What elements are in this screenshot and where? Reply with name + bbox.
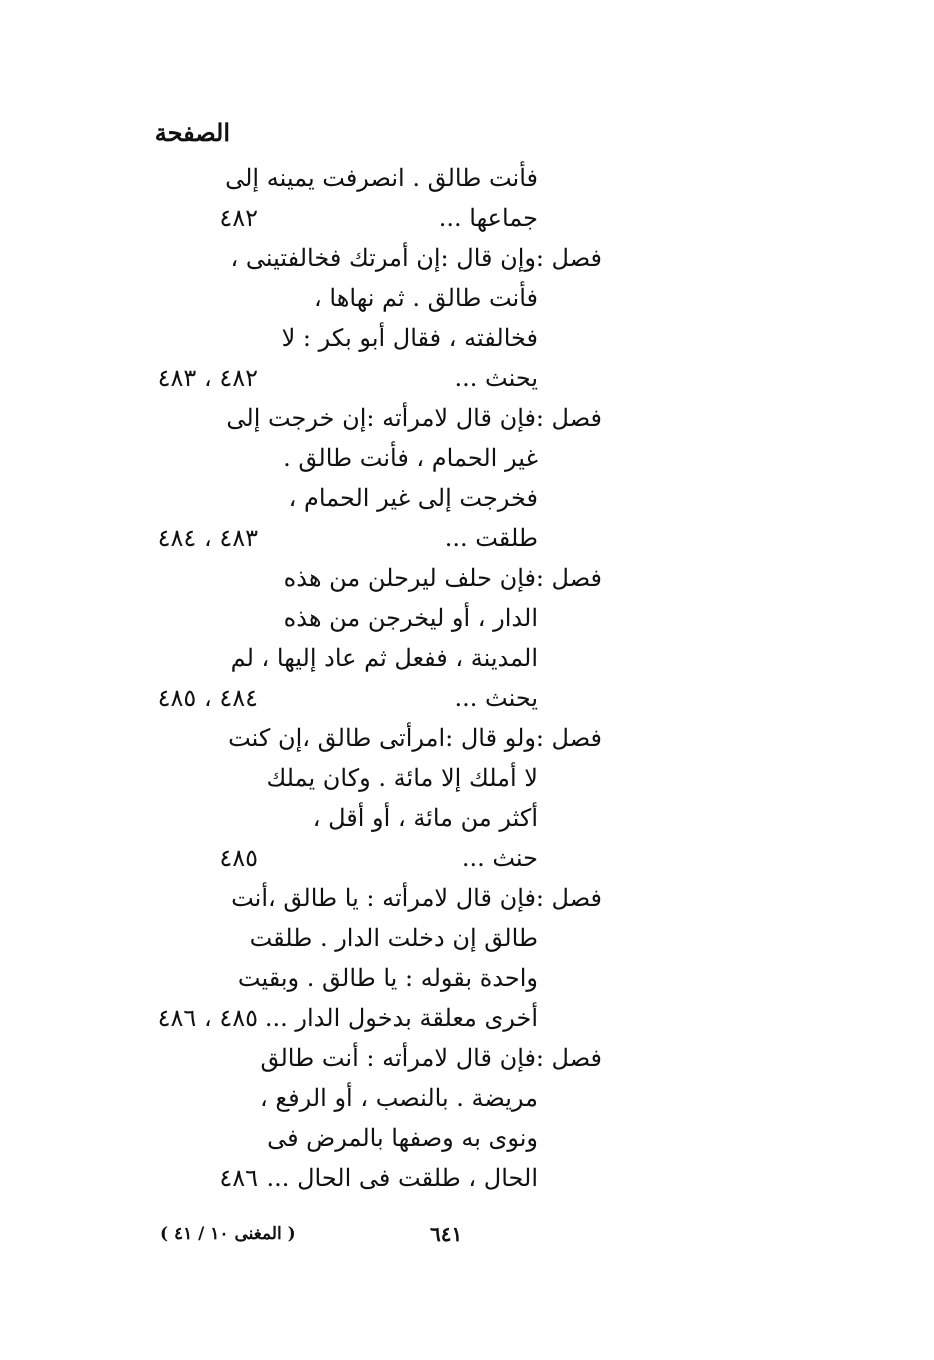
index-entries xyxy=(0,158,934,1198)
page-reference: ٤٨٥ ، ٤٨٦ xyxy=(157,1004,258,1032)
entry-text: يحنث ... xyxy=(454,364,538,392)
section-label: فصل : xyxy=(535,244,602,272)
index-line xyxy=(0,278,934,318)
section-label: فصل : xyxy=(535,1044,602,1072)
index-line xyxy=(0,558,934,598)
entry-text: واحدة بقوله : يا طالق . وبقيت xyxy=(237,964,538,992)
index-line xyxy=(0,198,934,238)
section-label: فصل : xyxy=(535,564,602,592)
index-line xyxy=(0,758,934,798)
entry-text: وإن قال :إن أمرتك فخالفتينى ، xyxy=(230,244,536,272)
index-line xyxy=(0,518,934,558)
entry-text: الحال ، طلقت فى الحال ... xyxy=(266,1164,538,1192)
entry-text: ولو قال :امرأتى طالق ،إن كنت xyxy=(228,724,536,752)
index-line xyxy=(0,318,934,358)
entry-text: حنث ... xyxy=(461,844,538,872)
entry-text: ونوى به وصفها بالمرض فى xyxy=(267,1124,538,1152)
index-line xyxy=(0,838,934,878)
page-reference: ٤٨٦ xyxy=(219,1164,258,1192)
entry-text: طالق إن دخلت الدار . طلقت xyxy=(249,924,538,952)
entry-text: لا أملك إلا مائة . وكان يملك xyxy=(266,764,538,792)
entry-text: أكثر من مائة ، أو أقل ، xyxy=(312,804,538,832)
index-line xyxy=(0,1078,934,1118)
entry-text: فأنت طالق . ثم نهاها ، xyxy=(314,284,538,312)
page-reference: ٤٨٢ ، ٤٨٣ xyxy=(157,364,258,392)
index-line xyxy=(0,878,934,918)
entry-text: المدينة ، ففعل ثم عاد إليها ، لم xyxy=(230,644,538,672)
entry-text: يحنث ... xyxy=(454,684,538,712)
footer-page-number: ٦٤١ xyxy=(430,1222,463,1246)
entry-text: فخالفته ، فقال أبو بكر : لا xyxy=(281,324,538,352)
index-line xyxy=(0,438,934,478)
index-line xyxy=(0,918,934,958)
entry-text: فخرجت إلى غير الحمام ، xyxy=(288,484,538,512)
index-line xyxy=(0,598,934,638)
entry-text: مريضة . بالنصب ، أو الرفع ، xyxy=(259,1084,538,1112)
section-label: فصل : xyxy=(535,404,602,432)
index-line xyxy=(0,398,934,438)
entry-text: غير الحمام ، فأنت طالق . xyxy=(283,444,538,472)
entry-text: فإن قال لامرأته : يا طالق ،أنت xyxy=(231,884,536,912)
page-reference: ٤٨٢ xyxy=(219,204,258,232)
index-line xyxy=(0,998,934,1038)
page-reference: ٤٨٥ xyxy=(219,844,258,872)
entry-text: أخرى معلقة بدخول الدار ... xyxy=(264,1004,538,1032)
entry-text: فأنت طالق . انصرفت يمينه إلى xyxy=(225,164,538,192)
entry-text: طلقت ... xyxy=(444,524,538,552)
index-line xyxy=(0,1158,934,1198)
index-line xyxy=(0,638,934,678)
page-column-header: الصفحة xyxy=(154,118,230,147)
entry-text: فإن حلف ليرحلن من هذه xyxy=(283,564,536,592)
index-line xyxy=(0,678,934,718)
page-reference: ٤٨٤ ، ٤٨٥ xyxy=(157,684,258,712)
index-line xyxy=(0,1118,934,1158)
index-line xyxy=(0,478,934,518)
index-line xyxy=(0,798,934,838)
entry-text: فإن قال لامرأته :إن خرجت إلى xyxy=(226,404,536,432)
entry-text: فإن قال لامرأته : أنت طالق xyxy=(260,1044,536,1072)
index-line xyxy=(0,358,934,398)
index-line xyxy=(0,1038,934,1078)
index-line xyxy=(0,958,934,998)
section-label: فصل : xyxy=(535,724,602,752)
section-label: فصل : xyxy=(535,884,602,912)
page-reference: ٤٨٣ ، ٤٨٤ xyxy=(157,524,258,552)
entry-text: جماعها ... xyxy=(438,204,538,232)
index-line xyxy=(0,238,934,278)
index-line xyxy=(0,158,934,198)
footer-reference: ( المغنى ١٠ / ٤١ ) xyxy=(160,1224,296,1244)
index-line xyxy=(0,718,934,758)
entry-text: الدار ، أو ليخرجن من هذه xyxy=(283,604,538,632)
